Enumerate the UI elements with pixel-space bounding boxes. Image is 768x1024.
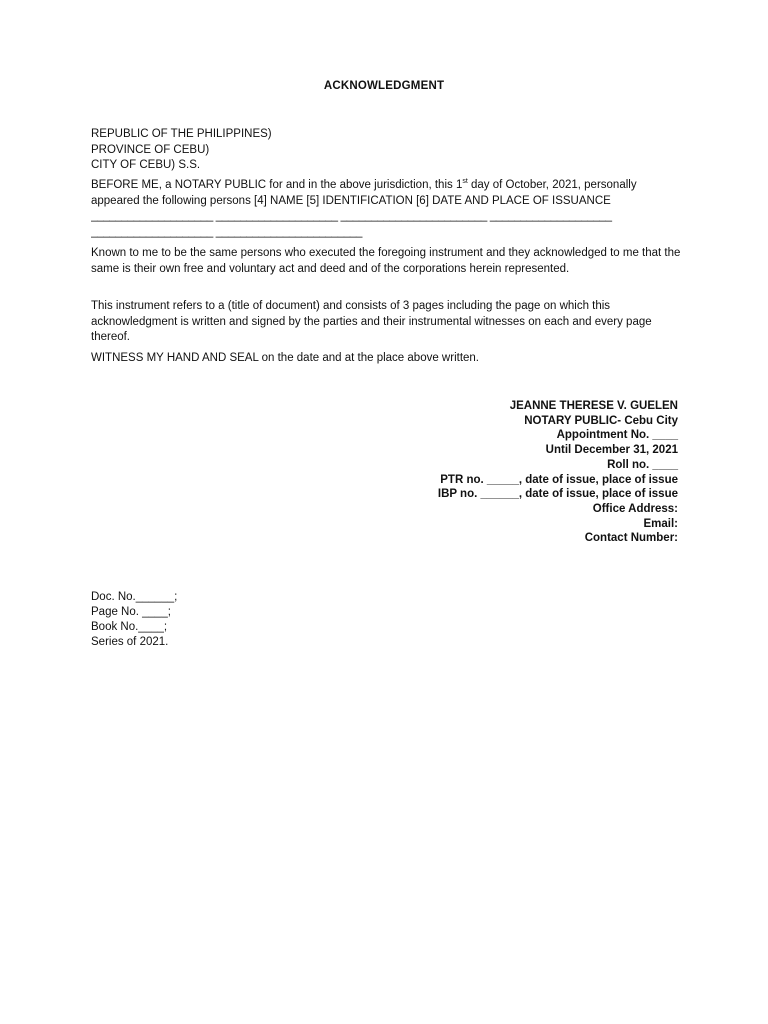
notary-name: JEANNE THERESE V. GUELEN bbox=[509, 400, 678, 412]
venue-province: PROVINCE OF CEBU) bbox=[91, 143, 210, 156]
ptr-no: PTR no. _____, date of issue, place of issue bbox=[440, 473, 678, 486]
office-address: Office Address: bbox=[592, 502, 678, 515]
venue-republic: REPUBLIC OF THE PHILIPPINES) bbox=[91, 128, 272, 140]
series: Series of 2021. bbox=[91, 636, 169, 648]
doc-no: Doc. No.______; bbox=[91, 591, 178, 603]
notarial-register bbox=[91, 590, 177, 650]
contact-number: Contact Number: bbox=[584, 532, 678, 545]
document-title: ACKNOWLEDGMENT bbox=[323, 80, 445, 92]
notary-signature-block bbox=[438, 399, 678, 546]
commission-until: Until December 31, 2021 bbox=[545, 444, 678, 457]
notary-title: NOTARY PUBLIC- Cebu City bbox=[524, 414, 678, 427]
appointment-no: Appointment No. ____ bbox=[556, 429, 678, 442]
paragraph-known-to-me: Known to me to be the same persons who executed the foregoing instrument and they acknowledged to me that the same is their own free and voluntary act and deed and of the corporations herein represented. bbox=[91, 247, 681, 275]
paragraph-before-me-text-b: day of October, 2021, personally appeared the following persons [4] NAME [5] IDENTIFICATION [6] DATE AND PLACE OF ISSUANCE bbox=[91, 179, 637, 207]
ordinal-suffix: st bbox=[462, 178, 468, 186]
paragraph-instrument-refers: This instrument refers to a (title of document) and consists of 3 pages including the page on which this acknowledgment is written and signed by the parties and their instrumental witnesses on each and every page thereof. bbox=[91, 300, 652, 343]
paragraph-before-me-text-a: BEFORE ME, a NOTARY PUBLIC for and in the above jurisdiction, this 1 bbox=[91, 179, 463, 191]
book-no: Book No.____; bbox=[91, 621, 168, 633]
blank-line-2: ____________________ ________________________ bbox=[91, 225, 363, 238]
ibp-no: IBP no. ______, date of issue, place of issue bbox=[437, 488, 678, 501]
blank-line-1: ____________________ ____________________ ________________________ ____________________ bbox=[91, 210, 612, 222]
venue-city: CITY OF CEBU) S.S. bbox=[91, 159, 201, 171]
email: Email: bbox=[643, 517, 678, 530]
paragraph-before-me bbox=[91, 178, 681, 240]
roll-no: Roll no. ____ bbox=[607, 458, 678, 471]
paragraph-witness: WITNESS MY HAND AND SEAL on the date and at the place above written. bbox=[91, 352, 479, 364]
venue-block bbox=[91, 127, 272, 174]
page-no: Page No. ____; bbox=[91, 606, 171, 618]
